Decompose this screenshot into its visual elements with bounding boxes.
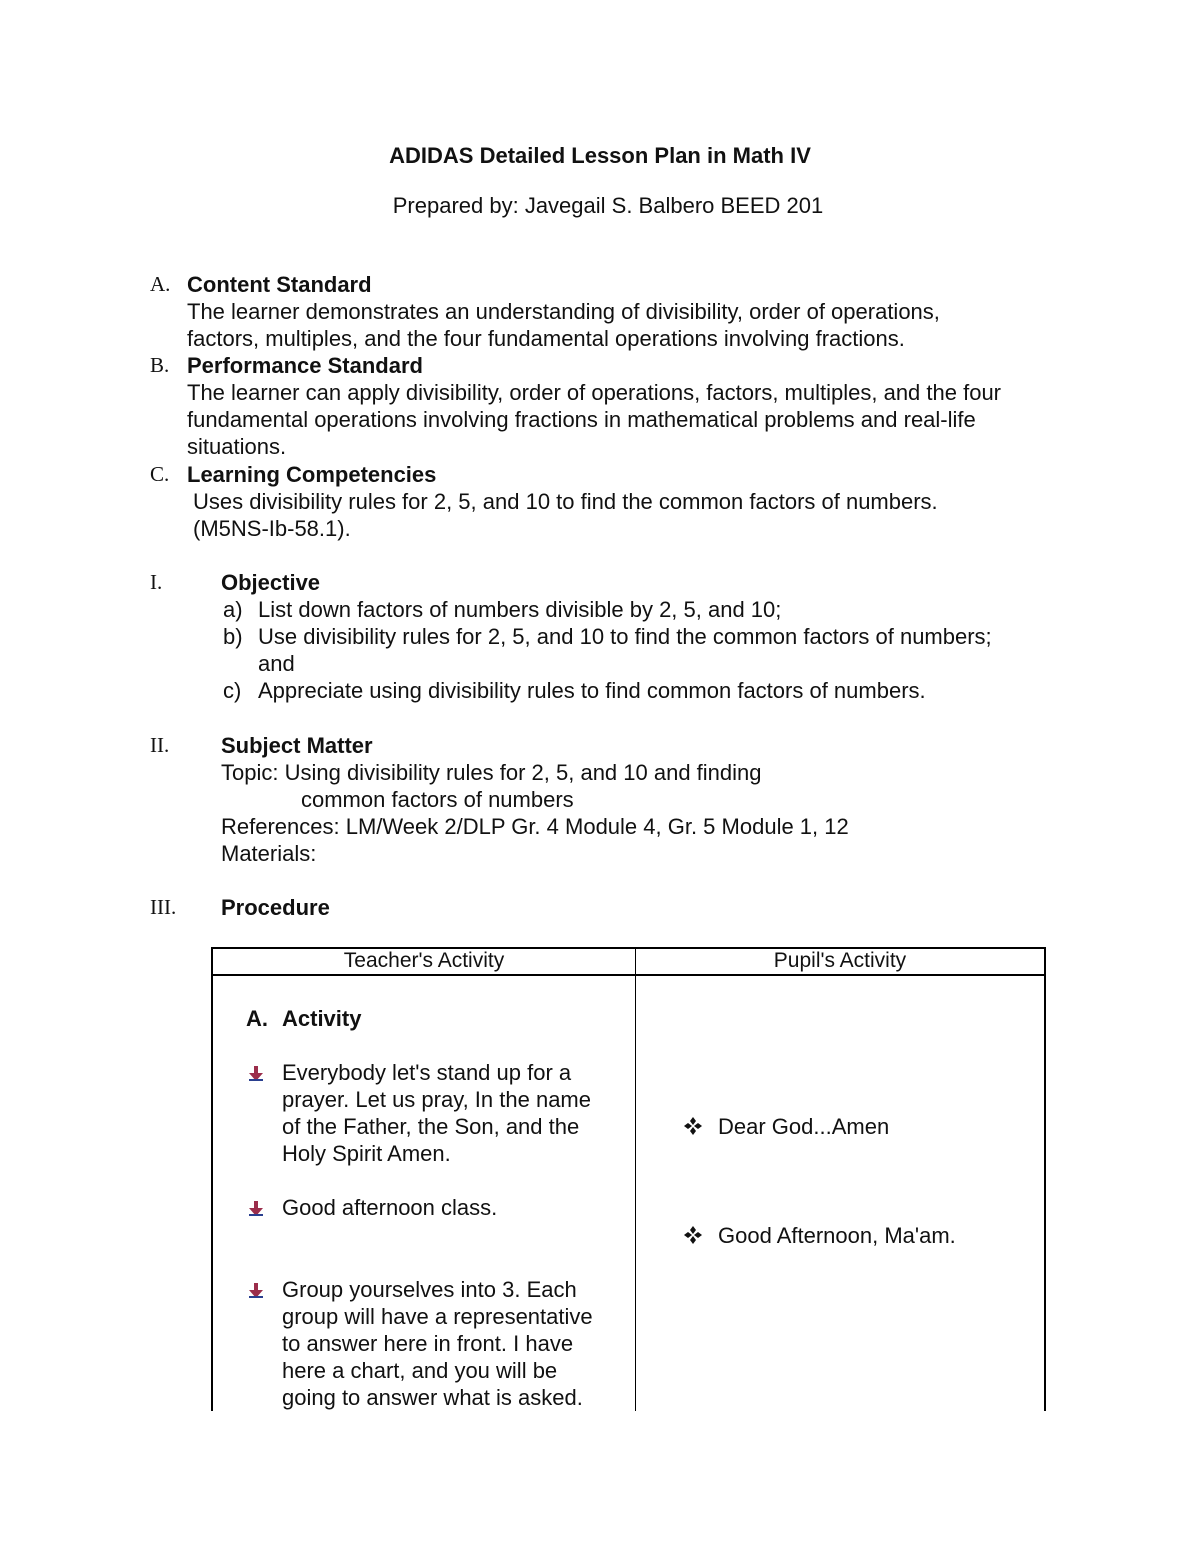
objective-item-text: and <box>258 651 295 676</box>
standard-heading: Content Standard <box>187 272 372 297</box>
section-heading: Objective <box>221 570 321 595</box>
references-line: References: LM/Week 2/DLP Gr. 4 Module 4, Gr. 5 Module 1, 12 <box>221 814 849 839</box>
objective-item-text: Appreciate using divisibility rules to find common factors of numbers. <box>258 678 926 703</box>
arrow-down-bullet-icon <box>248 1283 264 1299</box>
materials-line: Materials: <box>221 841 317 866</box>
standard-text-line: situations. <box>187 434 287 459</box>
arrow-down-bullet-icon <box>248 1066 264 1082</box>
teacher-item-line: to answer here in front. I have <box>282 1331 574 1356</box>
topic-line: common factors of numbers <box>301 787 574 812</box>
standard-heading: Performance Standard <box>187 353 423 378</box>
section-heading: Procedure <box>221 895 330 920</box>
teacher-item-line: Everybody let's stand up for a <box>282 1060 572 1085</box>
table-section-title: Activity <box>282 1006 362 1031</box>
table-left-border <box>211 947 213 1411</box>
section-marker: II. <box>150 733 170 757</box>
standard-text-line: Uses divisibility rules for 2, 5, and 10 to find the common factors of numbers. <box>193 489 938 514</box>
teacher-item-line: Group yourselves into 3. Each <box>282 1277 577 1302</box>
standard-text-line: fundamental operations involving fractions in mathematical problems and real-life <box>187 407 976 432</box>
table-column-divider <box>635 947 636 1411</box>
teacher-item-line: of the Father, the Son, and the <box>282 1114 580 1139</box>
standard-text-line: factors, multiples, and the four fundamental operations involving fractions. <box>187 326 905 351</box>
column-header-pupil: Pupil's Activity <box>773 949 907 972</box>
objective-item-label: a) <box>223 597 243 622</box>
standard-marker: B. <box>150 353 170 377</box>
objective-item-label: b) <box>223 624 243 649</box>
teacher-item-line: here a chart, and you will be <box>282 1358 558 1383</box>
standard-text-line: (M5NS-Ib-58.1). <box>193 516 351 541</box>
objective-item-text: Use divisibility rules for 2, 5, and 10 to find the common factors of numbers; <box>258 624 992 649</box>
column-header-teacher: Teacher's Activity <box>343 949 505 972</box>
arrow-down-bullet-icon <box>248 1201 264 1217</box>
prepared-by: Prepared by: Javegail S. Balbero BEED 201 <box>392 193 824 218</box>
document-title: ADIDAS Detailed Lesson Plan in Math IV <box>389 143 811 168</box>
teacher-item-line: prayer. Let us pray, In the name <box>282 1087 591 1112</box>
topic-line: Topic: Using divisibility rules for 2, 5, and 10 and finding <box>221 760 762 785</box>
standard-text-line: The learner can apply divisibility, order of operations, factors, multiples, and the four <box>187 380 1001 405</box>
pupil-item-text: Dear God...Amen <box>718 1114 890 1139</box>
objective-item-label: c) <box>223 678 242 703</box>
section-marker: III. <box>150 895 177 919</box>
standard-marker: A. <box>150 272 171 296</box>
standard-marker: C. <box>150 462 170 486</box>
objective-item-text: List down factors of numbers divisible by 2, 5, and 10; <box>258 597 782 622</box>
teacher-item-line: group will have a representative <box>282 1304 593 1329</box>
teacher-item-line: going to answer what is asked. <box>282 1385 583 1410</box>
pupil-item-text: Good Afternoon, Ma'am. <box>718 1223 956 1248</box>
teacher-item-line: Good afternoon class. <box>282 1195 498 1220</box>
section-marker: I. <box>150 570 163 594</box>
standard-heading: Learning Competencies <box>187 462 437 487</box>
diamond-bullet-icon <box>684 1117 702 1135</box>
table-section-label: A. <box>246 1006 268 1031</box>
section-heading: Subject Matter <box>221 733 373 758</box>
diamond-bullet-icon <box>684 1226 702 1244</box>
teacher-item-line: Holy Spirit Amen. <box>282 1141 451 1166</box>
table-right-border <box>1044 947 1046 1411</box>
standard-text-line: The learner demonstrates an understanding of divisibility, order of operations, <box>187 299 940 324</box>
